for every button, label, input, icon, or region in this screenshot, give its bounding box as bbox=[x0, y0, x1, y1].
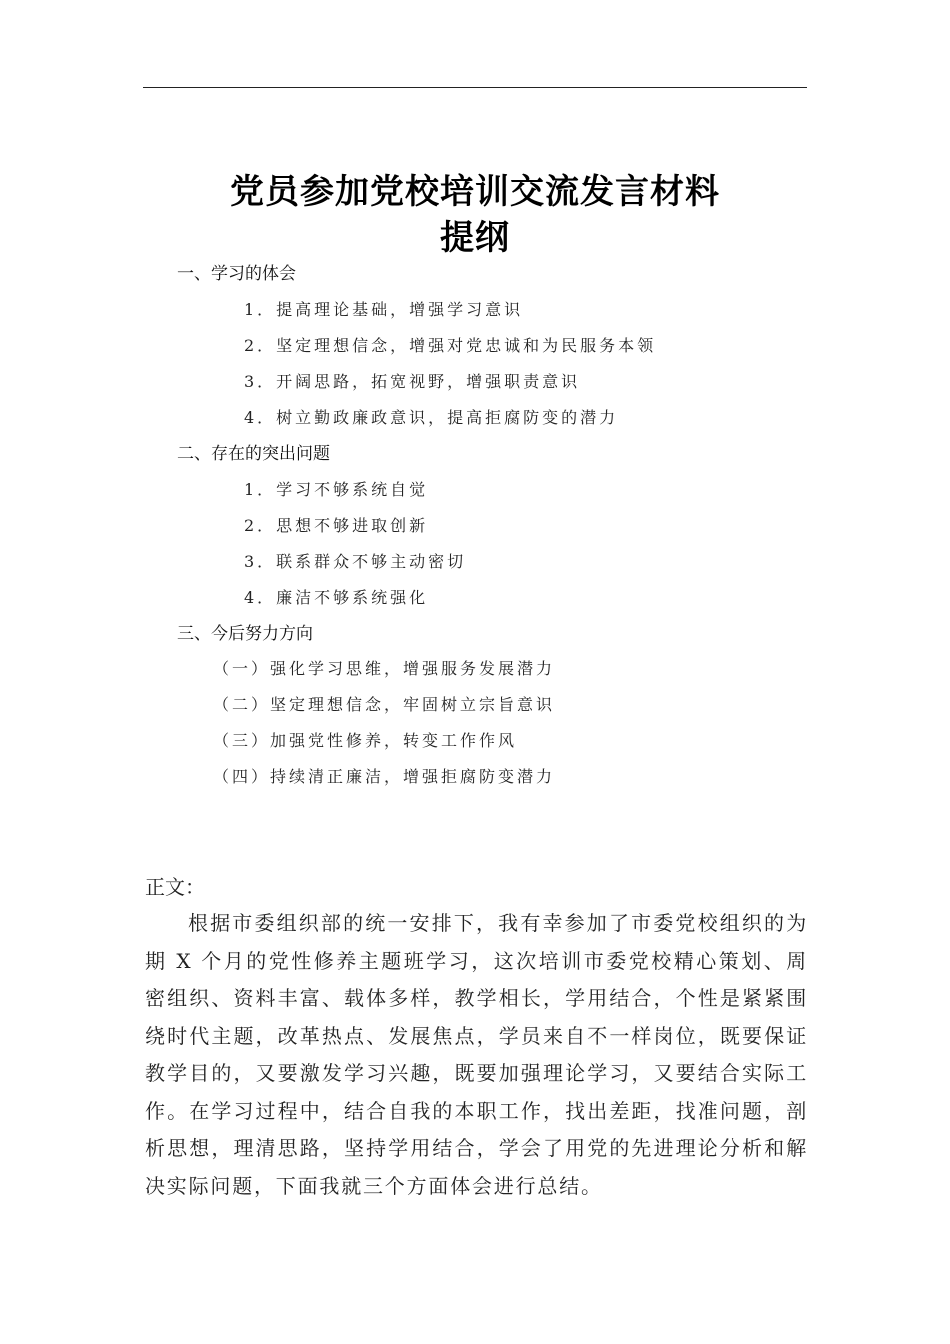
document-title: 党员参加党校培训交流发言材料 bbox=[230, 172, 720, 212]
document-subtitle: 提纲 bbox=[440, 218, 510, 258]
outline-item: 1．提高理论基础，增强学习意识 bbox=[244, 300, 524, 319]
outline-item: （二）坚定理想信念，牢固树立宗旨意识 bbox=[213, 695, 556, 714]
outline-item: （四）持续清正廉洁，增强拒腐防变潜力 bbox=[213, 767, 556, 786]
outline-item: 2．坚定理想信念，增强对党忠诚和为民服务本领 bbox=[244, 336, 657, 355]
section-heading-learning: 一、学习的体会 bbox=[177, 264, 296, 284]
section-heading-problems: 二、存在的突出问题 bbox=[177, 444, 330, 464]
outline-item: 4．廉洁不够系统强化 bbox=[244, 588, 429, 607]
outline-item: （一）强化学习思维，增强服务发展潜力 bbox=[213, 659, 556, 678]
body-paragraph: 根据市委组织部的统一安排下，我有幸参加了市委党校组织的为期 X 个月的党性修养主题班学习，这次培训市委党校精心策划、周密组织、资料丰富、载体多样，教学相长，学用结合，个性是紧紧围绕时代主题，改革热点、发展焦点，学员来自不一样岗位，既要保证教学目的，又要激发学习兴趣，既要加强理论学习，又要结合实际工作。在学习过程中，结合自我的本职工作，找出差距，找准问题，剖析思想，理清思路，坚持学用结合，学会了用党的先进理论分析和解决实际问题，下面我就三个方面体会进行总结。 bbox=[145, 911, 808, 1198]
header-rule bbox=[143, 87, 807, 88]
outline-item: 4．树立勤政廉政意识，提高拒腐防变的潜力 bbox=[244, 408, 619, 427]
body-label: 正文： bbox=[145, 875, 205, 899]
section-heading-direction: 三、今后努力方向 bbox=[177, 624, 313, 644]
outline-item: 1．学习不够系统自觉 bbox=[244, 480, 429, 499]
outline-item: 2．思想不够进取创新 bbox=[244, 516, 429, 535]
outline-item: 3．开阔思路，拓宽视野，增强职责意识 bbox=[244, 372, 581, 391]
outline-item: 3．联系群众不够主动密切 bbox=[244, 552, 467, 571]
outline-item: （三）加强党性修养，转变工作作风 bbox=[213, 731, 518, 750]
